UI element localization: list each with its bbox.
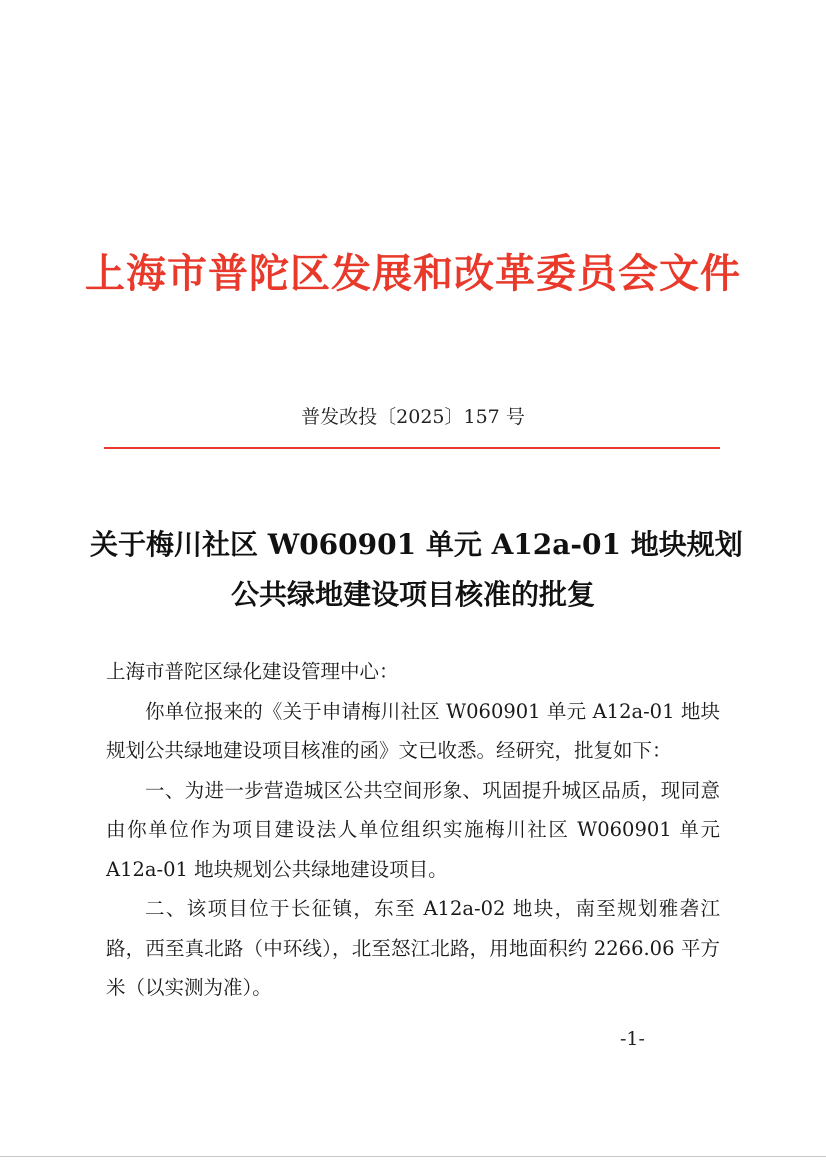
scan-edge-line bbox=[0, 1156, 826, 1157]
document-title-line-2: 公共绿地建设项目核准的批复 bbox=[230, 578, 595, 611]
red-divider-line bbox=[104, 447, 720, 449]
document-title-line-1: 关于梅川社区 W060901 单元 A12a-01 地块规划 bbox=[90, 528, 743, 561]
page-number: -1- bbox=[620, 1028, 645, 1050]
document-body bbox=[106, 652, 720, 1008]
body-paragraph: 你单位报来的《关于申请梅川社区 W060901 单元 A12a-01 地块规划公共绿地建设项目核准的函》文已收悉。经研究，批复如下： bbox=[106, 699, 720, 762]
issuer-header-title: 上海市普陀区发展和改革委员会文件 bbox=[85, 250, 741, 297]
body-paragraph: 二、该项目位于长征镇，东至 A12a-02 地块，南至规划雅砻江路，西至真北路（中环线），北至怒江北路，用地面积约 2266.06 平方米（以实测为准）。 bbox=[106, 897, 720, 999]
document-number: 普发改投〔2025〕157 号 bbox=[301, 406, 525, 428]
body-paragraph: 一、为进一步营造城区公共空间形象、巩固提升城区品质，现同意由你单位作为项目建设法人单位组织实施梅川社区 W060901 单元 A12a-01 地块规划公共绿地建设项目。 bbox=[106, 778, 720, 881]
document-title bbox=[90, 520, 743, 620]
addressee: 上海市普陀区绿化建设管理中心： bbox=[106, 660, 399, 683]
